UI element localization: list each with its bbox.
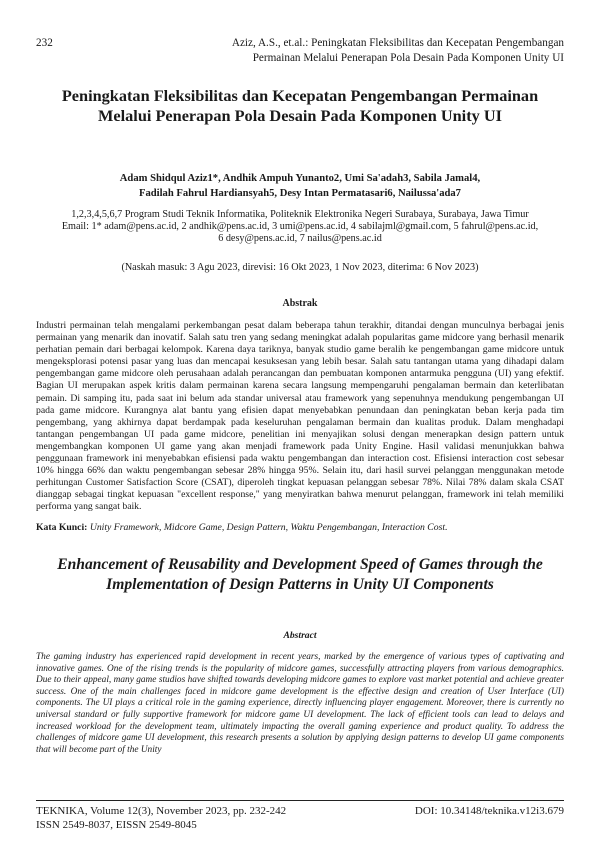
email-line2: 6 desy@pens.ac.id, 7 nailus@pens.ac.id <box>218 233 382 244</box>
footer-divider <box>36 800 564 801</box>
abstract-heading: Abstract <box>283 630 317 641</box>
abstrak-body: Industri permainan telah mengalami perkembangan pesat dalam beberapa tahun terakhir, ditandai dengan munculnya berbagai jenis permainan yang menarik dan inovatif. Salah satu tren yang sedang meningkat adalah popularitas game midcore yang berhasil menarik perhatian pemain dari berbagai kelompok. Karena daya tariknya, banyak studio game beralih ke pengembangan game midcore untuk mengeksplorasi potensi pasar yang luas dan mencapai kesuksesan yang lebih besar. Salah satu tantangan utama yang dihadapi dalam pengembangan game midcore oleh perusahaan adalah perancangan dan pembuatan komponen antarmuka pengguna (UI) yang efektif. Bagian UI merupakan aspek kritis dalam permainan karena secara langsung mempengaruhi pengalaman bermain dan keterlibatan pemain. Di samping itu, pada saat ini belum ada standar universal atau framework yang sepenuhnya mendukung pengembangan UI pada game midcore. Kurangnya alat bantu yang efisien dapat menyebabkan penundaan dan peningkatan beban kerja pada tim pengembang, yang akhirnya dapat berdampak pada keseluruhan pengalaman bermain dan kualitas produk. Dalam menghadapi tantangan pengembangan UI pada game midcore, penelitian ini menyajikan solusi dengan menerapkan design pattern untuk mengembangkan komponen UI game yang akan menjadi framework pada Unity Engine. Hasil validasi menunjukkan bahwa penggunaan framework ini menyebabkan efisiensi pada waktu pengembangan dan interaction cost. Efisiensi interaction cost sebesar 10% hingga 66% dan waktu pengembangan sebesar 28% hingga 95%. Selain itu, dari hasil survei pelanggan menggunakan metode perhitungan Customer Satisfaction Score (CSAT), diperoleh tingkat kepuasan pelanggan sebesar 78%. Nilai 78% dalam skala CSAT dianggap sebagai tingkat kepuasan "excellent response," yang menyiratkan bahwa menurut pelanggan, framework ini telah memiliki performa yang sangat baik. <box>36 320 564 513</box>
running-header <box>36 36 564 66</box>
keywords-text: Unity Framework, Midcore Game, Design Pattern, Waktu Pengembangan, Interaction Cost. <box>89 522 448 533</box>
affiliation: 1,2,3,4,5,6,7 Program Studi Teknik Informatika, Politeknik Elektronika Negeri Surabaya, Surabaya, Jawa Timur <box>71 209 529 220</box>
authors-line1: Adam Shidqul Aziz1*, Andhik Ampuh Yunanto2, Umi Sa'adah3, Sabila Jamal4, <box>119 173 481 184</box>
keywords-indonesian <box>36 522 564 534</box>
affiliation-block <box>36 209 564 245</box>
page-footer <box>36 804 564 832</box>
issn: ISSN 2549-8037, EISSN 2549-8045 <box>36 819 197 831</box>
running-reference-line1: Aziz, A.S., et.al.: Peningkatan Fleksibilitas dan Kecepatan Pengembangan <box>231 37 564 49</box>
journal-citation: TEKNIKA, Volume 12(3), November 2023, pp. 232-242 <box>36 805 287 817</box>
running-reference <box>36 36 564 66</box>
page-number: 232 <box>36 37 53 49</box>
abstrak-heading: Abstrak <box>282 298 318 309</box>
keywords-label: Kata Kunci: <box>36 522 88 533</box>
paper-title-english: Enhancement of Reusability and Development Speed of Games through the Implementation of Design Patterns in Unity UI Components <box>57 556 543 593</box>
doi-link[interactable]: DOI: 10.34148/teknika.v12i3.679 <box>414 805 564 817</box>
abstract-body: The gaming industry has experienced rapid development in recent years, marked by the emergence of various types of captivating and innovative games. One of the rising trends is the popularity of midcore games, successfully attracting players from various demographics. Due to their appeal, many game studios have shifted towards developing midcore games to explore vast market potential and achieve greater success. One of the main challenges faced in midcore game development is the effective design and creation of User Interface (UI) components. The UI plays a critical role in the gaming experience, directly influencing player engagement. Moreover, there is currently no universal standard or fully supportive framework for midcore game UI development. The lack of efficient tools can lead to delays and increased workload for the development team, ultimately impacting the overall gaming experience and product quality. To address the challenges of midcore game UI development, this research presents a solution by applying design patterns to develop UI game components that will become part of the Unity <box>36 652 564 755</box>
email-line1: Email: 1* adam@pens.ac.id, 2 andhik@pens.ac.id, 3 umi@pens.ac.id, 4 sabilajml@gmail.com, 5 fahrul@pens.ac.id, <box>61 221 539 232</box>
submission-dates: (Naskah masuk: 3 Agu 2023, direvisi: 16 Okt 2023, 1 Nov 2023, diterima: 6 Nov 2023) <box>121 262 479 273</box>
author-list <box>36 171 564 201</box>
authors-line2: Fadilah Fahrul Hardiansyah5, Desy Intan Permatasari6, Nailussa'ada7 <box>139 188 461 199</box>
paper-title-indonesian: Peningkatan Fleksibilitas dan Kecepatan Pengembangan Permainan Melalui Penerapan Pola Desain Pada Komponen Unity UI <box>61 86 539 125</box>
running-reference-line2: Permainan Melalui Penerapan Pola Desain Pada Komponen Unity UI <box>252 52 564 64</box>
